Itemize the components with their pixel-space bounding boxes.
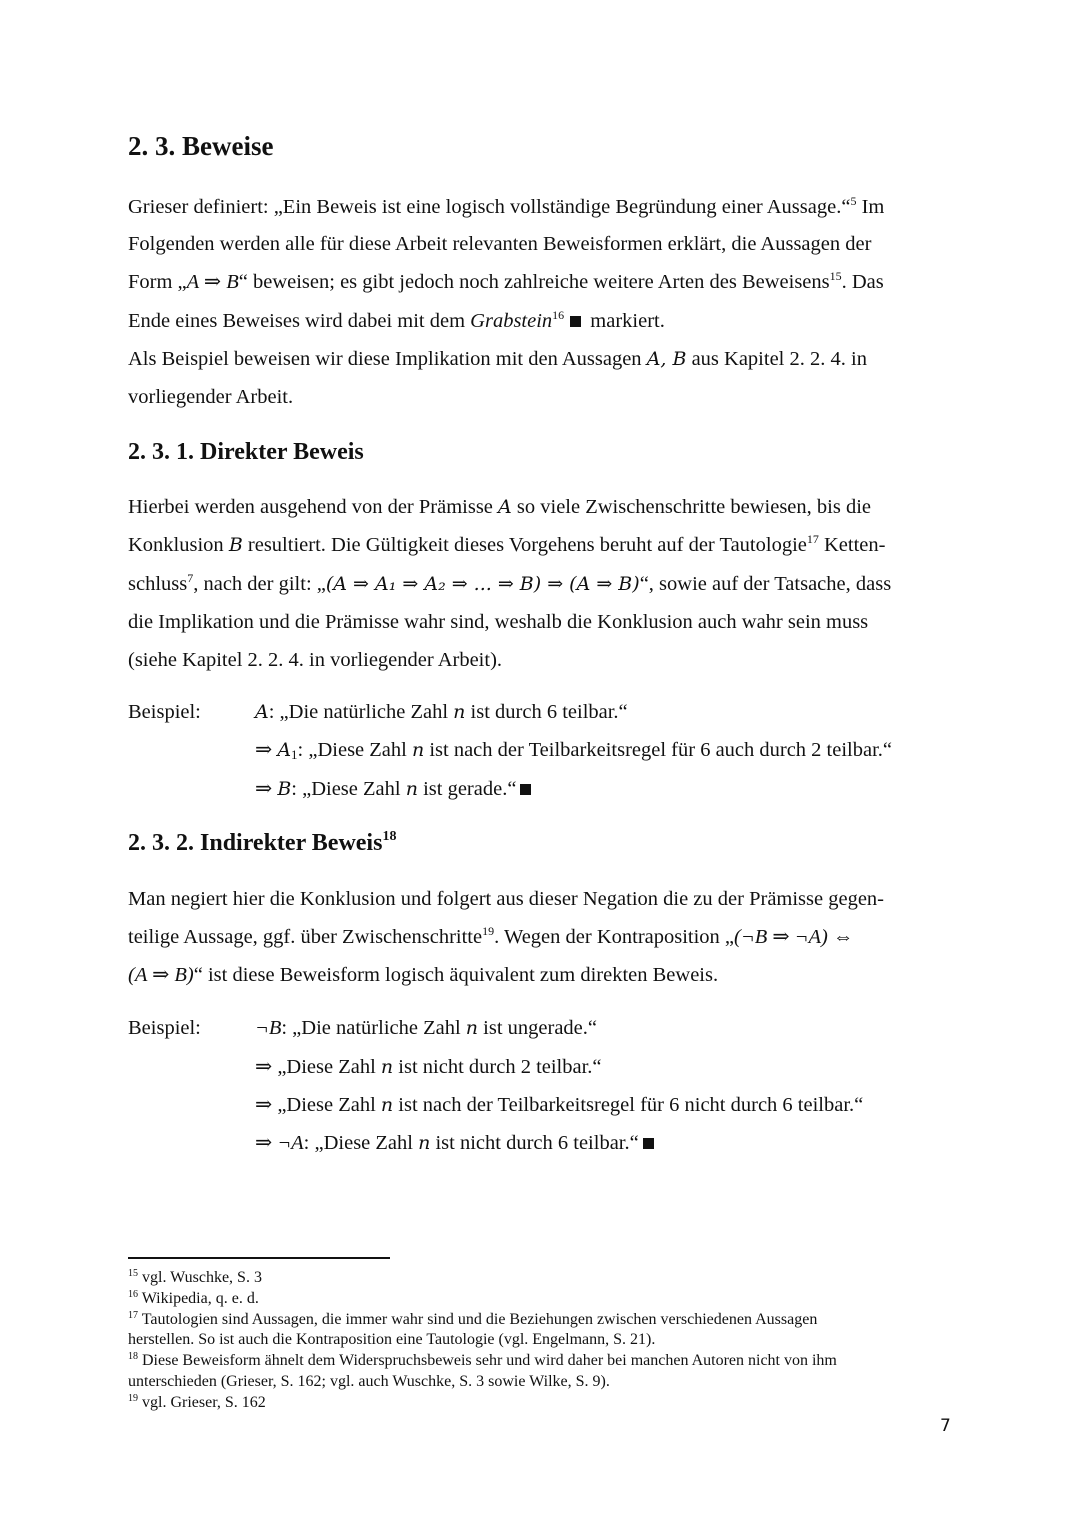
text: Als Beispiel beweisen wir diese Implikation mit den Aussagen [128,348,647,370]
text: teilige Aussage, ggf. über Zwischenschritte [128,926,483,948]
text: “ beweisen; es gibt jedoch noch zahlreiche weitere Arten des Beweisens [238,271,830,293]
tombstone-icon [520,784,531,795]
example-step [255,1054,602,1080]
text: Form „ [128,271,187,293]
math-formula: (A ⇒ A₁ ⇒ A₂ ⇒ ... ⇒ B) ⇒ (A ⇒ B) [325,573,640,595]
example-label: Beispiel: [128,1017,201,1039]
footnote-ref[interactable]: 16 [552,308,565,322]
math-var: n [380,1056,394,1078]
text: „Diese Zahl [277,1094,381,1116]
example-step [255,1130,654,1156]
text: : „Die natürliche Zahl [281,1017,466,1039]
heading-text: 2. 3. 2. Indirekter Beweis [128,830,383,856]
text: , nach der gilt: „ [193,573,326,595]
math-var: A [255,701,269,723]
math-var: A [277,739,292,761]
footnote-number: 15 [128,1268,138,1279]
implies-icon: ⇒ [255,739,278,761]
implies-icon: ⇒ [255,1132,278,1154]
section-heading-beweise: 2. 3. Beweise [128,131,274,161]
paragraph-line [128,532,885,560]
footnote-ref[interactable]: 17 [806,532,819,546]
math-var: B [228,534,243,556]
paragraph-line: die Implikation und die Prämisse wahr sind, weshalb die Konklusion auch wahr sein muss [128,611,869,633]
math-var: A [498,496,512,518]
paragraph-line: Man negiert hier die Konklusion und folgert aus dieser Negation die zu der Prämisse gegen- [128,888,885,910]
footnote-18-cont: unterschieden (Grieser, S. 162; vgl. auch Wuschke, S. 3 sowie Wilke, S. 9). [128,1373,610,1390]
footnote-text: vgl. Grieser, S. 162 [138,1394,266,1411]
text: Im [856,196,885,218]
math-var: n [380,1094,394,1116]
footnote-number: 19 [128,1393,138,1404]
text: ist nicht durch 2 teilbar.“ [393,1056,602,1078]
math-var: n [405,778,418,800]
text: resultiert. Die Gültigkeit dieses Vorgehens beruht auf der Tautologie [242,534,807,556]
footnote-number: 18 [128,1351,138,1362]
text: markiert. [585,310,665,332]
text: „Diese Zahl [277,1056,381,1078]
math-var: n [418,1132,431,1154]
footnote-ref[interactable]: 7 [187,571,194,585]
italic-term: Grabstein [470,310,553,332]
footnote-separator [128,1257,390,1259]
footnote-text: Tautologien sind Aussagen, die immer wahr sind und die Beziehungen zwischen verschiedenen Aussagen [138,1311,818,1328]
implies-icon: ⇒ [255,1094,278,1116]
math-var: ¬A [277,1132,304,1154]
text: Ende eines Beweises wird dabei mit dem [128,310,471,332]
footnote-ref[interactable]: 5 [850,194,857,208]
footnote-15 [128,1268,262,1291]
text: ist durch 6 teilbar.“ [465,701,628,723]
math-var: ¬B [255,1017,282,1039]
text: ist ungerade.“ [478,1017,597,1039]
footnote-ref[interactable]: 15 [829,269,842,283]
footnote-text: vgl. Wuschke, S. 3 [138,1269,262,1286]
example-step [255,1092,863,1118]
footnote-text: Wikipedia, q. e. d. [138,1290,259,1307]
text: schluss [128,573,188,595]
example-step [255,776,531,802]
footnote-number: 17 [128,1310,138,1321]
math-subscript: 1 [291,747,298,762]
footnote-18 [128,1351,837,1374]
paragraph-line [128,924,853,952]
text: “ ist diese Beweisform logisch äquivalent zum direkten Beweis. [193,964,719,986]
text: ist gerade.“ [417,778,517,800]
text: ist nach der Teilbarkeitsregel für 6 nicht durch 6 teilbar.“ [393,1094,864,1116]
example-step [255,737,892,765]
subsection-heading-indirect [128,828,396,862]
text: : „Diese Zahl [291,778,406,800]
paragraph-line [128,194,884,222]
text: aus Kapitel 2. 2. 4. in [686,348,867,370]
paragraph-line [128,494,871,520]
text: . Das [841,271,884,293]
text: : „Die natürliche Zahl [268,701,454,723]
text: : „Diese Zahl [303,1132,419,1154]
subsection-heading-direct: 2. 3. 1. Direkter Beweis [128,439,364,465]
example-step [255,1015,597,1041]
text: Konklusion [128,534,229,556]
footnote-ref[interactable]: 18 [382,829,397,844]
footnote-17-cont: herstellen. So ist auch die Kontraposition eine Tautologie (vgl. Engelmann, S. 21). [128,1331,656,1348]
footnote-19 [128,1393,266,1416]
example-label: Beispiel: [128,701,201,723]
math-var: n [465,1017,479,1039]
example-step [255,699,628,725]
math-formula: (¬B ⇒ ¬A) ⇔ [734,926,854,948]
paragraph-line [128,308,665,336]
math-vars: A, B [646,348,687,370]
text: ist nach der Teilbarkeitsregel für 6 auch durch 2 teilbar.“ [424,739,893,761]
text: Ketten- [818,534,886,556]
text: ist nicht durch 6 teilbar.“ [430,1132,639,1154]
tombstone-icon [570,316,581,327]
tombstone-icon [643,1138,654,1149]
footnote-16 [128,1289,259,1312]
footnote-number: 16 [128,1289,138,1300]
paragraph-line [128,571,891,599]
paragraph-line: Folgenden werden alle für diese Arbeit relevanten Beweisformen erklärt, die Aussagen der [128,233,872,255]
implies-icon: ⇒ [255,778,278,800]
text: Grieser definiert: „Ein Beweis ist eine logisch vollständige Begründung einer Aussage.“ [128,196,851,218]
math-var: n [411,739,425,761]
math-formula: (A ⇒ B) [128,964,194,986]
math-var: B [277,778,292,800]
text: : „Diese Zahl [297,739,412,761]
paragraph-line: (siehe Kapitel 2. 2. 4. in vorliegender Arbeit). [128,649,503,671]
math-var: n [453,701,466,723]
footnote-ref[interactable]: 19 [482,924,495,938]
math-implication: A ⇒ B [186,271,239,293]
text: so viele Zwischenschritte bewiesen, bis die [511,496,871,518]
text: . Wegen der Kontraposition „ [494,926,735,948]
implies-icon: ⇒ [255,1056,278,1078]
text: “, sowie auf der Tatsache, dass [639,573,892,595]
paragraph-line: vorliegender Arbeit. [128,386,294,408]
page-number: 7 [940,1416,951,1436]
paragraph-line [128,346,867,372]
footnote-text: Diese Beweisform ähnelt dem Widerspruchsbeweis sehr und wird daher bei manchen Autoren nicht von ihm [138,1352,837,1369]
paragraph-line [128,962,718,988]
paragraph-line [128,269,884,297]
text: Hierbei werden ausgehend von der Prämisse [128,496,499,518]
